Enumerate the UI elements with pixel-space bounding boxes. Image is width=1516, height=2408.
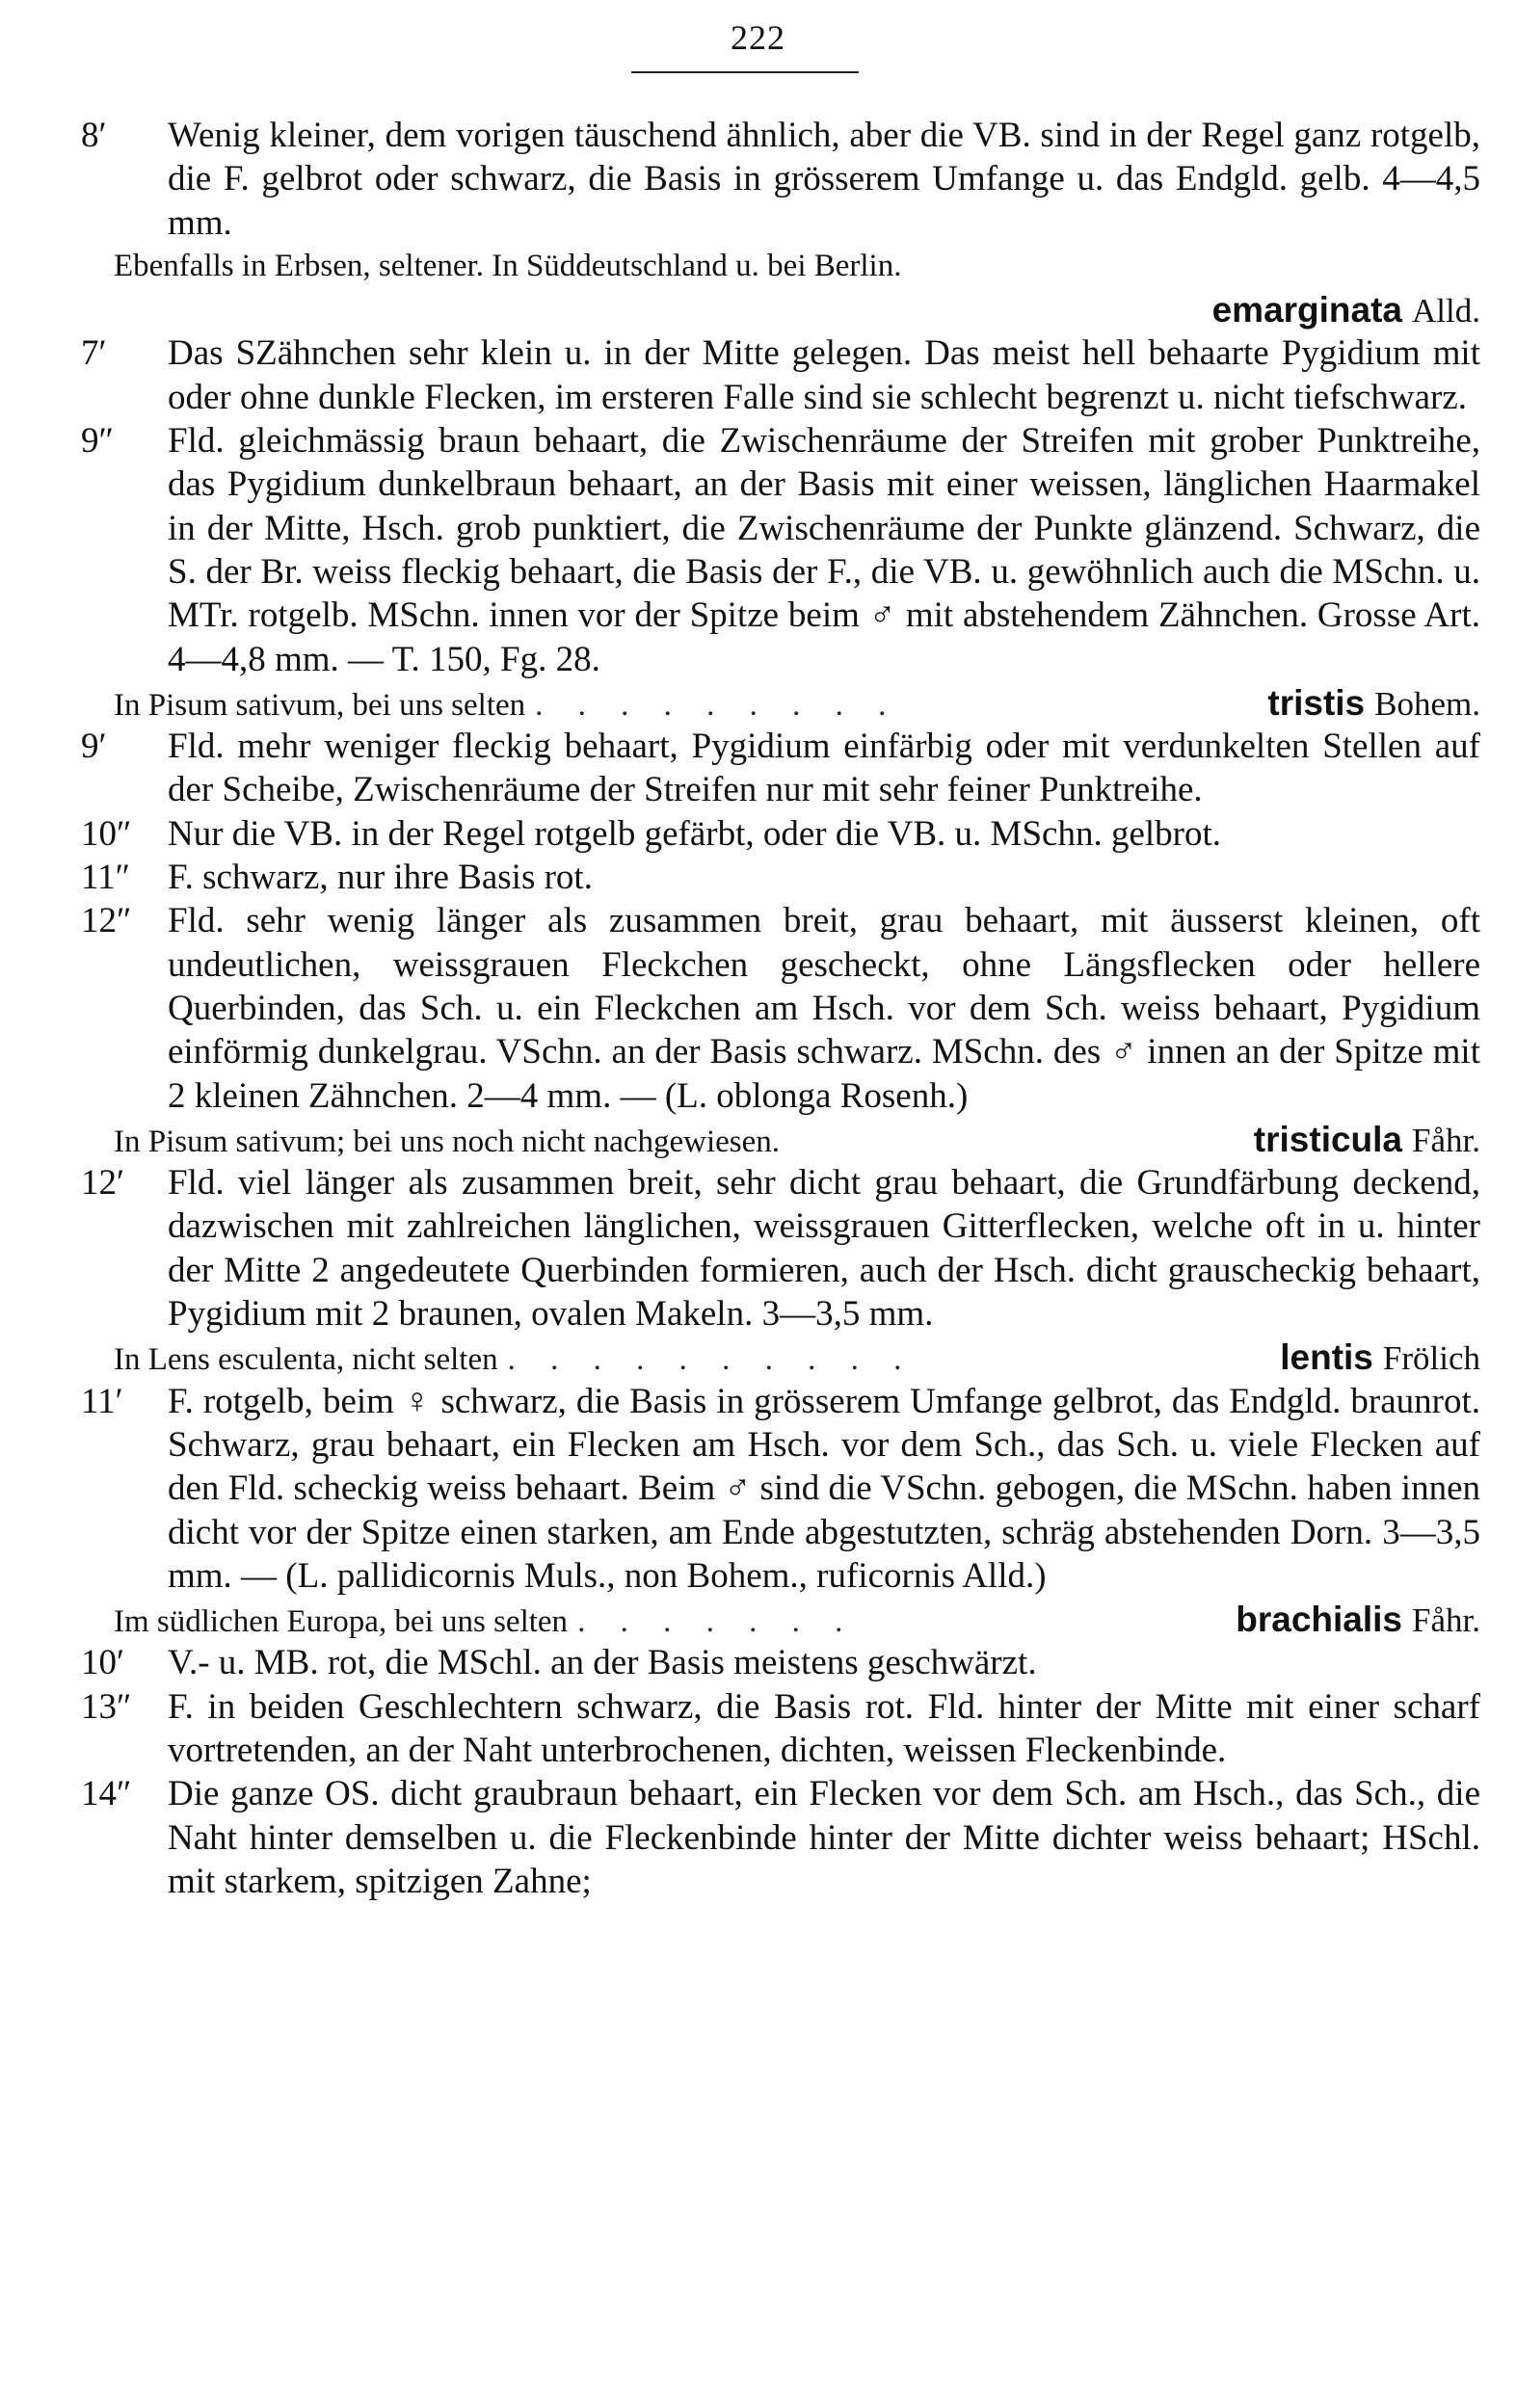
species-author: Bohem. bbox=[1374, 684, 1480, 723]
couplet-number: 9′ bbox=[81, 727, 107, 767]
couplet-text: V.- u. MB. rot, die MSchl. an der Basis meistens geschwärzt. bbox=[168, 1643, 1037, 1683]
species-name: lentis bbox=[1280, 1337, 1373, 1378]
couplet-text: Fld. viel länger als zusammen breit, sehr dicht grau behaart, die Grundfärbung deckend, dazwischen mit zahlreichen länglichen, weissgrauen Gitterflecken, welche oft in u. hinter der Mitte 2 angedeutete Querbinden formieren, auch der Hsch. dicht grauscheckig behaart, Pygidium mit 2 braunen, ovalen Makeln. 3—3,5 mm. bbox=[168, 1163, 1480, 1335]
leader-dots: . . . . . . . bbox=[577, 1604, 857, 1640]
species-author: Fåhr. bbox=[1412, 1601, 1480, 1640]
species-author: Fåhr. bbox=[1412, 1121, 1480, 1159]
couplet-number: 10′ bbox=[81, 1643, 125, 1683]
note-text: In Pisum sativum, bei uns selten bbox=[114, 687, 526, 723]
key-text-body bbox=[81, 114, 1480, 1903]
key-entry bbox=[81, 856, 1480, 899]
couplet-number: 8′ bbox=[81, 116, 107, 155]
leader-dots: . . . . . . . . . bbox=[535, 687, 900, 723]
key-entry bbox=[81, 1641, 1480, 1684]
couplet-number: 14″ bbox=[81, 1774, 132, 1814]
couplet-text: Wenig kleiner, dem vorigen täuschend ähnlich, aber die VB. sind in der Regel ganz rotgelb, die F. gelbrot oder schwarz, die Basis in grösserem Umfange u. das Endgld. gelb. 4—4,5 mm. bbox=[168, 116, 1480, 243]
note-text: Ebenfalls in Erbsen, seltener. In Süddeutschland u. bei Berlin. bbox=[114, 248, 902, 283]
distribution-note bbox=[114, 1336, 1480, 1379]
key-entry bbox=[81, 1161, 1480, 1336]
couplet-text: F. schwarz, nur ihre Basis rot. bbox=[168, 858, 593, 898]
leader-dots: . . . . . . . . . . bbox=[507, 1342, 916, 1378]
note-text: In Pisum sativum; bei uns noch nicht nachgewiesen. bbox=[114, 1124, 781, 1159]
key-entry bbox=[81, 1380, 1480, 1598]
couplet-text: Nur die VB. in der Regel rotgelb gefärbt, oder die VB. u. MSchn. gelbrot. bbox=[168, 813, 1221, 854]
species-author: Alld. bbox=[1412, 292, 1480, 331]
page-number-rule bbox=[631, 71, 859, 73]
couplet-text: F. in beiden Geschlechtern schwarz, die Basis rot. Fld. hinter der Mitte mit einer scharf vortretenden, an der Naht unterbrochenen, dichten, weissen Fleckenbinde. bbox=[168, 1686, 1480, 1770]
distribution-note bbox=[114, 681, 1480, 725]
couplet-number: 12′ bbox=[81, 1163, 125, 1204]
key-entry bbox=[81, 812, 1480, 856]
couplet-text: Fld. mehr weniger fleckig behaart, Pygidium einfärbig oder mit verdunkelten Stellen auf der Scheibe, Zwischenräume der Streifen nur mit sehr feiner Punktreihe. bbox=[168, 727, 1480, 810]
note-text: Im südlichen Europa, bei uns selten bbox=[114, 1604, 569, 1640]
species-line bbox=[81, 288, 1480, 331]
page-number: 222 bbox=[731, 18, 785, 57]
couplet-number: 11″ bbox=[81, 858, 131, 898]
species-name: tristicula bbox=[1253, 1119, 1403, 1159]
key-entry bbox=[81, 1685, 1480, 1773]
key-entry bbox=[81, 899, 1480, 1117]
couplet-text: Die ganze OS. dicht graubraun behaart, ein Flecken vor dem Sch. am Hsch., das Sch., die Naht hinter demselben u. die Fleckenbinde hinter der Mitte dichter weiss behaart; HSchl. mit starkem, spitzigen Zahne; bbox=[168, 1774, 1480, 1901]
distribution-note bbox=[114, 1118, 1480, 1161]
species-name: tristis bbox=[1267, 682, 1366, 723]
couplet-number: 13″ bbox=[81, 1686, 132, 1727]
couplet-text: Fld. sehr wenig länger als zusammen breit, grau behaart, mit äusserst kleinen, oft undeutlichen, weissgrauen Fleckchen gescheckt, ohne Längsflecken oder hellere Querbinden, das Sch. u. ein Fleckchen am Hsch. vor dem Sch. weiss behaart, Pygidium einförmig dunkelgrau. VSchn. an der Basis schwarz. MSchn. des ♂ innen an der Spitze mit 2 kleinen Zähnchen. 2—4 mm. — (L. oblonga Rosenh.) bbox=[168, 901, 1480, 1116]
couplet-number: 7′ bbox=[81, 333, 107, 374]
couplet-number: 11′ bbox=[81, 1381, 123, 1421]
couplet-number: 9″ bbox=[81, 421, 114, 462]
distribution-note bbox=[114, 1598, 1480, 1641]
distribution-note bbox=[114, 245, 1480, 288]
couplet-number: 10″ bbox=[81, 813, 132, 854]
species-author: Frölich bbox=[1382, 1339, 1480, 1378]
key-entry bbox=[81, 419, 1480, 681]
key-entry bbox=[81, 725, 1480, 812]
key-entry bbox=[81, 1772, 1480, 1903]
couplet-text: F. rotgelb, beim ♀ schwarz, die Basis in grösserem Umfange gelbrot, das Endgld. braunrot. Schwarz, grau behaart, ein Flecken am Hsch. vor dem Sch., das Sch. u. viele Flecken auf den Fld. scheckig weiss behaart. Beim ♂ sind die VSchn. gebogen, die MSchn. haben innen dicht vor der Spitze einen starken, am Ende abgestutzten, schräg abstehenden Dorn. 3—3,5 mm. — (L. pallidicornis Muls., non Bohem., ruficornis Alld.) bbox=[168, 1381, 1480, 1596]
species-name: brachialis bbox=[1236, 1600, 1403, 1640]
note-text: In Lens esculenta, nicht selten bbox=[114, 1342, 498, 1378]
couplet-text: Fld. gleichmässig braun behaart, die Zwischenräume der Streifen mit grober Punktreihe, das Pygidium dunkelbraun behaart, an der Basis mit einer weissen, länglichen Haarmakel in der Mitte, Hsch. grob punktiert, die Zwischenräume der Punkte glänzend. Schwarz, die S. der Br. weiss fleckig behaart, die Basis der F., die VB. u. gewöhnlich auch die MSchn. u. MTr. rotgelb. MSchn. innen vor der Spitze beim ♂ mit abstehendem Zähnchen. Grosse Art. 4—4,8 mm. — T. 150, Fg. 28. bbox=[168, 421, 1480, 679]
key-entry bbox=[81, 114, 1480, 245]
species-name: emarginata bbox=[1211, 290, 1403, 331]
key-entry bbox=[81, 331, 1480, 419]
couplet-text: Das SZähnchen sehr klein u. in der Mitte gelegen. Das meist hell behaarte Pygidium mit oder ohne dunkle Flecken, im ersteren Falle sind sie schlecht begrenzt u. nicht tiefschwarz. bbox=[168, 333, 1480, 417]
couplet-number: 12″ bbox=[81, 901, 132, 941]
